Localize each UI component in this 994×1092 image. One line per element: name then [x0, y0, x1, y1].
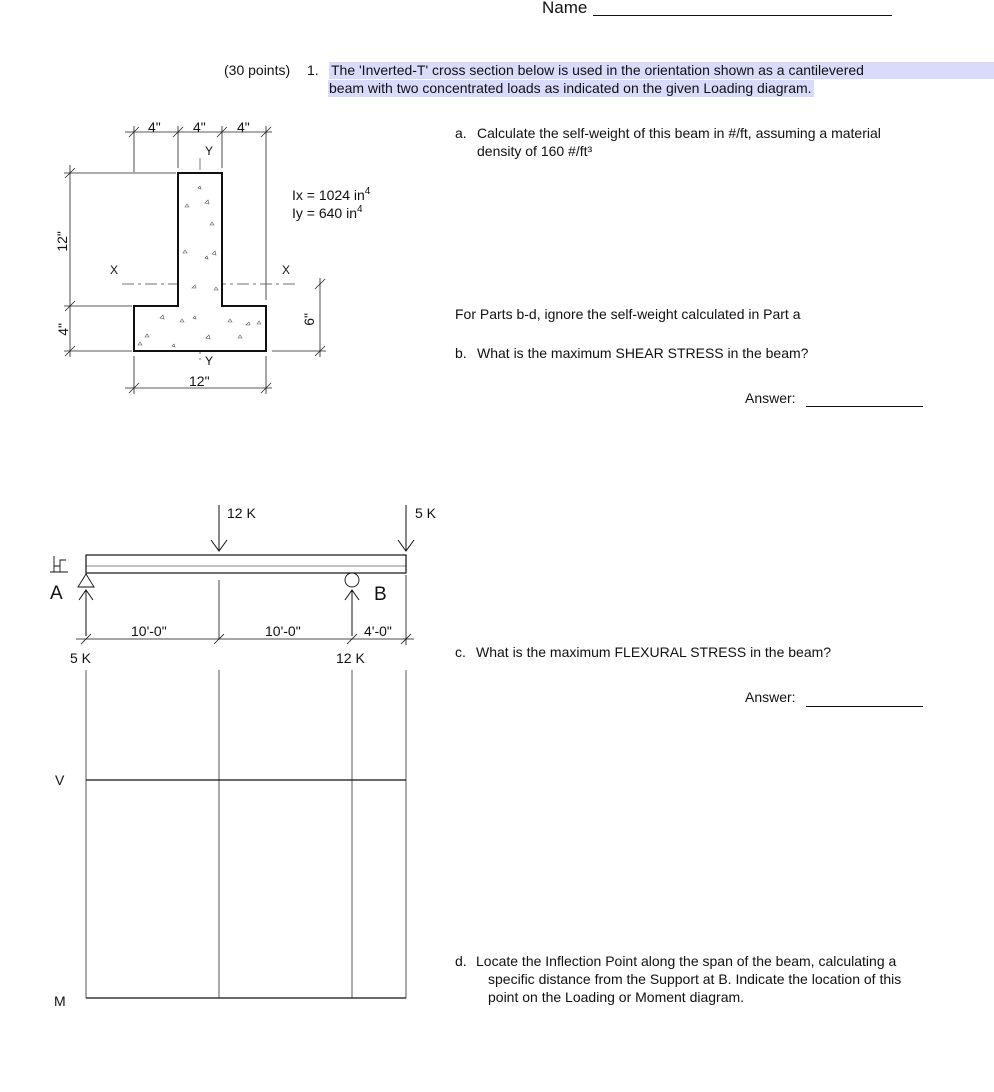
span-1-dim: 10'-0"	[131, 623, 167, 639]
parts-b-d-note: For Parts b-d, ignore the self-weight calculated in Part a	[455, 306, 801, 322]
dim-top-left: 4"	[148, 119, 161, 135]
dim-bottom-12: 12"	[189, 373, 210, 389]
axis-x-right-label: X	[282, 263, 291, 277]
problem-points: (30 points)	[224, 62, 291, 78]
answer-label-b: Answer:	[745, 390, 796, 406]
part-d-line-1: Locate the Inflection Point along the span of the beam, calculating a	[476, 953, 897, 969]
part-b-letter: b.	[455, 345, 467, 361]
problem-number: 1.	[307, 62, 319, 78]
axis-x-left-label: X	[110, 263, 119, 277]
span-3-dim: 4'-0"	[364, 623, 392, 639]
support-a-label: A	[50, 583, 63, 604]
dim-left-12: 12"	[53, 231, 70, 252]
name-label: Name	[542, 0, 588, 17]
moment-diagram-label: M	[54, 993, 66, 1009]
dim-top-mid: 4"	[193, 119, 206, 135]
problem-statement-line-2: beam with two concentrated loads as indicated on the given Loading diagram.	[329, 80, 812, 96]
axis-y-top-label: Y	[205, 144, 214, 158]
problem-statement-line-1: The 'Inverted-T' cross section below is used in the orientation shown as a cantilevered	[329, 62, 994, 79]
dim-right-6: 6"	[300, 313, 317, 326]
dim-top-right: 4"	[237, 119, 250, 135]
dim-left-4: 4"	[54, 323, 71, 336]
support-b-label: B	[374, 584, 387, 605]
moment-of-inertia-x: Ix = 1024 $in^4$	[292, 186, 371, 203]
span-2-dim: 10'-0"	[265, 623, 301, 639]
answer-label-c: Answer:	[745, 689, 796, 705]
moment-of-inertia-y: Iy = 640 $in^4$	[292, 204, 363, 221]
part-a-letter: a.	[455, 125, 467, 141]
reaction-a-label: 5 K	[70, 650, 92, 666]
part-d-letter: d.	[455, 953, 467, 969]
shear-diagram-label: V	[55, 772, 65, 788]
part-d-line-3: point on the Loading or Moment diagram.	[488, 989, 745, 1005]
part-a-line-2: density of 160 #/ft³	[477, 143, 593, 159]
load-12k-label: 12 K	[227, 505, 256, 521]
part-c-letter: c.	[455, 644, 466, 660]
part-d-line-2: specific distance from the Support at B. Indicate the location of this	[488, 971, 902, 987]
axis-y-bottom-label: Y	[205, 354, 214, 368]
reaction-b-label: 12 K	[336, 650, 365, 666]
part-b-question: What is the maximum SHEAR STRESS in the beam?	[477, 345, 809, 361]
load-5k-label: 5 K	[415, 505, 437, 521]
part-a-line-1: Calculate the self-weight of this beam in #/ft, assuming a material	[477, 125, 881, 141]
part-c-question: What is the maximum FLEXURAL STRESS in the beam?	[476, 644, 832, 660]
